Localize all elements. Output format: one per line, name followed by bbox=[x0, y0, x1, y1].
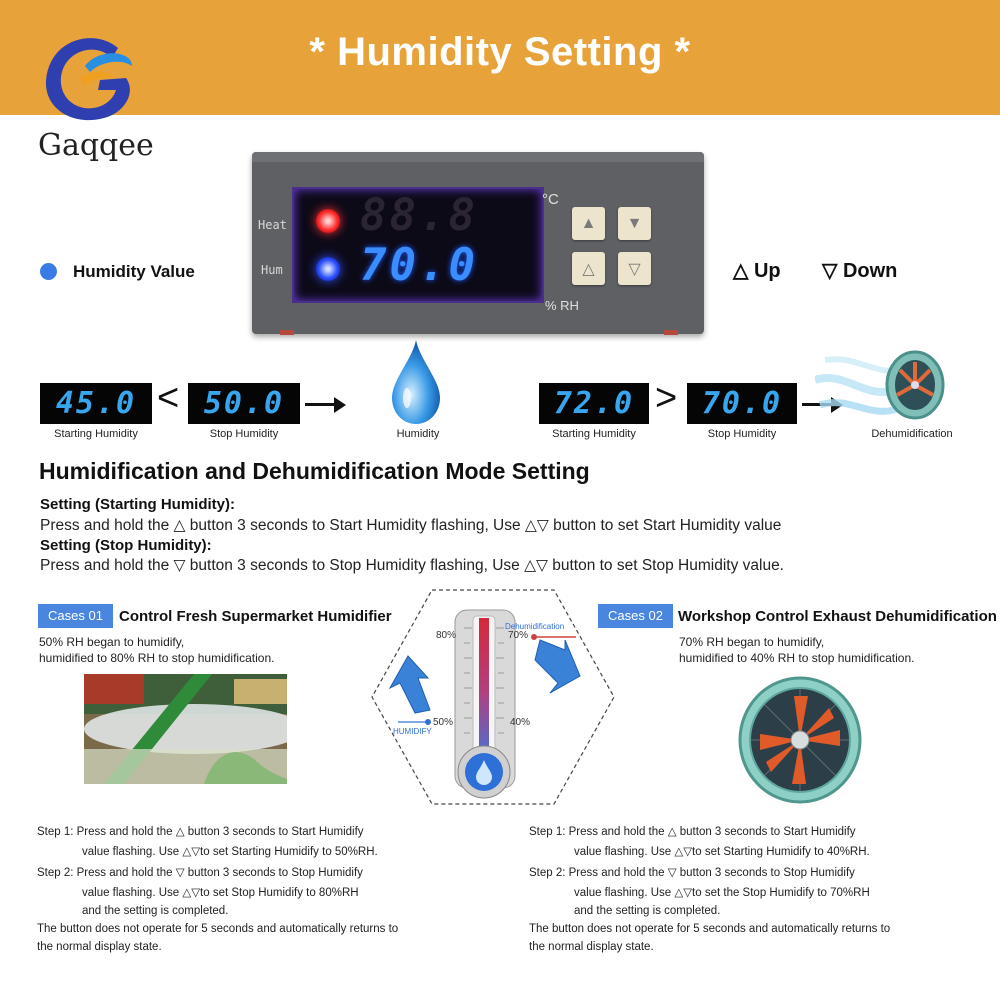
hum-led-icon bbox=[316, 257, 340, 281]
case2-desc-line2: humidified to 40% RH to stop humidification. bbox=[679, 651, 915, 665]
dehumidification-caption: Dehumidification bbox=[871, 428, 953, 440]
case1-step-line: Step 2: Press and hold the ▽ button 3 seconds to Stop Humidify bbox=[37, 867, 363, 879]
case2-step-line: The button does not operate for 5 seconds and automatically returns to bbox=[529, 923, 891, 935]
supermarket-photo bbox=[84, 674, 287, 784]
controller-bezel bbox=[252, 152, 704, 162]
start-setting-text: Press and hold the △ button 3 seconds to Start Humidity flashing, Use △▽ button to set Start Humidity value bbox=[40, 517, 782, 534]
humidity-display: 70.0 bbox=[360, 240, 478, 291]
case2-step-line: Step 2: Press and hold the ▽ button 3 seconds to Stop Humidify bbox=[529, 867, 855, 879]
stop-humidity-display: 50.0 bbox=[188, 383, 300, 424]
greater-than-sign: > bbox=[655, 377, 678, 419]
down-legend bbox=[822, 258, 897, 283]
case2-desc-line1: 70% RH began to humidify, bbox=[679, 635, 825, 649]
start-dehumidify-display: 72.0 bbox=[539, 383, 649, 424]
down-key-button[interactable] bbox=[618, 207, 651, 240]
triangle-up-icon: ▲ bbox=[580, 214, 597, 232]
case2-step-line: Step 1: Press and hold the △ button 3 seconds to Start Humidify bbox=[529, 826, 856, 838]
set-down-key-button[interactable] bbox=[618, 252, 651, 285]
triangle-down-outline-icon: ▽ bbox=[628, 260, 641, 278]
up-label: Up bbox=[753, 260, 781, 282]
controller-foot bbox=[664, 330, 678, 335]
stop-humidity-caption: Stop Humidity bbox=[209, 428, 279, 440]
case1-step-line: Step 1: Press and hold the △ button 3 seconds to Start Humidify bbox=[37, 826, 364, 838]
up-legend bbox=[733, 258, 781, 283]
case2-title: Workshop Control Exhaust Dehumidification bbox=[678, 608, 997, 625]
humidity-value-label: Humidity Value bbox=[73, 262, 195, 281]
case1-step-line: and the setting is completed. bbox=[82, 905, 229, 917]
up-triangle-icon: △ bbox=[733, 260, 749, 282]
humidity-caption: Humidity bbox=[396, 428, 440, 440]
arrow-right-icon bbox=[305, 403, 335, 406]
case2-steps bbox=[529, 823, 890, 956]
up-key-button[interactable] bbox=[572, 207, 605, 240]
temperature-display: 88.8 bbox=[360, 190, 478, 241]
case1-step-line: The button does not operate for 5 seconds and automatically returns to bbox=[37, 923, 399, 935]
arrow-head-icon bbox=[334, 397, 346, 413]
case2-step-line: and the setting is completed. bbox=[574, 905, 721, 917]
section-title: Humidification and Dehumidification Mode Setting bbox=[39, 458, 590, 484]
start-humidity-display: 45.0 bbox=[40, 383, 152, 424]
case1-desc-line1: 50% RH began to humidify, bbox=[39, 635, 185, 649]
case1-desc-line2: humidified to 80% RH to stop humidification. bbox=[39, 651, 275, 665]
brand-logo-icon bbox=[40, 28, 140, 128]
down-label: Down bbox=[842, 260, 898, 282]
down-triangle-icon: ▽ bbox=[822, 260, 838, 282]
heat-label: Heat bbox=[258, 218, 287, 232]
case1-steps bbox=[37, 823, 398, 956]
water-drop-icon bbox=[388, 338, 444, 426]
industrial-fan-icon bbox=[734, 674, 866, 806]
triangle-up-outline-icon: △ bbox=[582, 260, 595, 278]
start-setting-heading: Setting (Starting Humidity): bbox=[40, 496, 235, 513]
heat-led-icon bbox=[316, 209, 340, 233]
thermometer-diagram bbox=[370, 588, 616, 806]
start-humidity-caption: Starting Humidity bbox=[54, 428, 138, 440]
controller-foot bbox=[280, 330, 294, 335]
case1-step-line: value flashing. Use △▽to set Starting Humidify to 50%RH. bbox=[82, 846, 378, 858]
triangle-down-icon: ▼ bbox=[626, 214, 643, 232]
rh-label: % RH bbox=[545, 298, 579, 313]
case1-title: Control Fresh Supermarket Humidifier bbox=[119, 608, 392, 625]
thermo-label-50: 50% bbox=[433, 717, 454, 728]
case1-badge: Cases 01 bbox=[38, 604, 113, 628]
exhaust-fan-icon bbox=[815, 340, 965, 432]
case2-step-line: value flashing. Use △▽to set Starting Humidify to 40%RH. bbox=[574, 846, 870, 858]
humidity-dot-icon bbox=[40, 263, 57, 280]
stop-setting-heading: Setting (Stop Humidity): bbox=[40, 537, 212, 554]
thermo-label-70: 70% bbox=[508, 630, 529, 641]
page-title: * Humidity Setting * bbox=[309, 30, 691, 74]
dehumidify-label: Dehumidification bbox=[505, 622, 565, 631]
start-dehumidify-caption: Starting Humidity bbox=[552, 428, 636, 440]
thermo-label-40: 40% bbox=[510, 717, 531, 728]
stop-setting-text: Press and hold the ▽ button 3 seconds to Stop Humidity flashing, Use △▽ button to set Stop Humidity value. bbox=[40, 557, 784, 574]
set-up-key-button[interactable] bbox=[572, 252, 605, 285]
celsius-label: °C bbox=[542, 191, 559, 208]
hum-label: Hum bbox=[261, 263, 283, 277]
case2-step-line: value flashing. Use △▽to set the Stop Humidify to 70%RH bbox=[574, 887, 870, 899]
case1-step-line: value flashing. Use △▽to set Stop Humidify to 80%RH bbox=[82, 887, 359, 899]
case1-step-line: the normal display state. bbox=[37, 941, 162, 953]
case2-badge: Cases 02 bbox=[598, 604, 673, 628]
thermo-label-80: 80% bbox=[436, 630, 457, 641]
stop-dehumidify-display: 70.0 bbox=[687, 383, 797, 424]
less-than-sign: < bbox=[157, 377, 180, 419]
stop-dehumidify-caption: Stop Humidity bbox=[707, 428, 777, 440]
case2-step-line: the normal display state. bbox=[529, 941, 654, 953]
humidify-label: HUMIDIFY bbox=[393, 727, 432, 736]
brand-name: Gaqqee bbox=[38, 128, 154, 163]
